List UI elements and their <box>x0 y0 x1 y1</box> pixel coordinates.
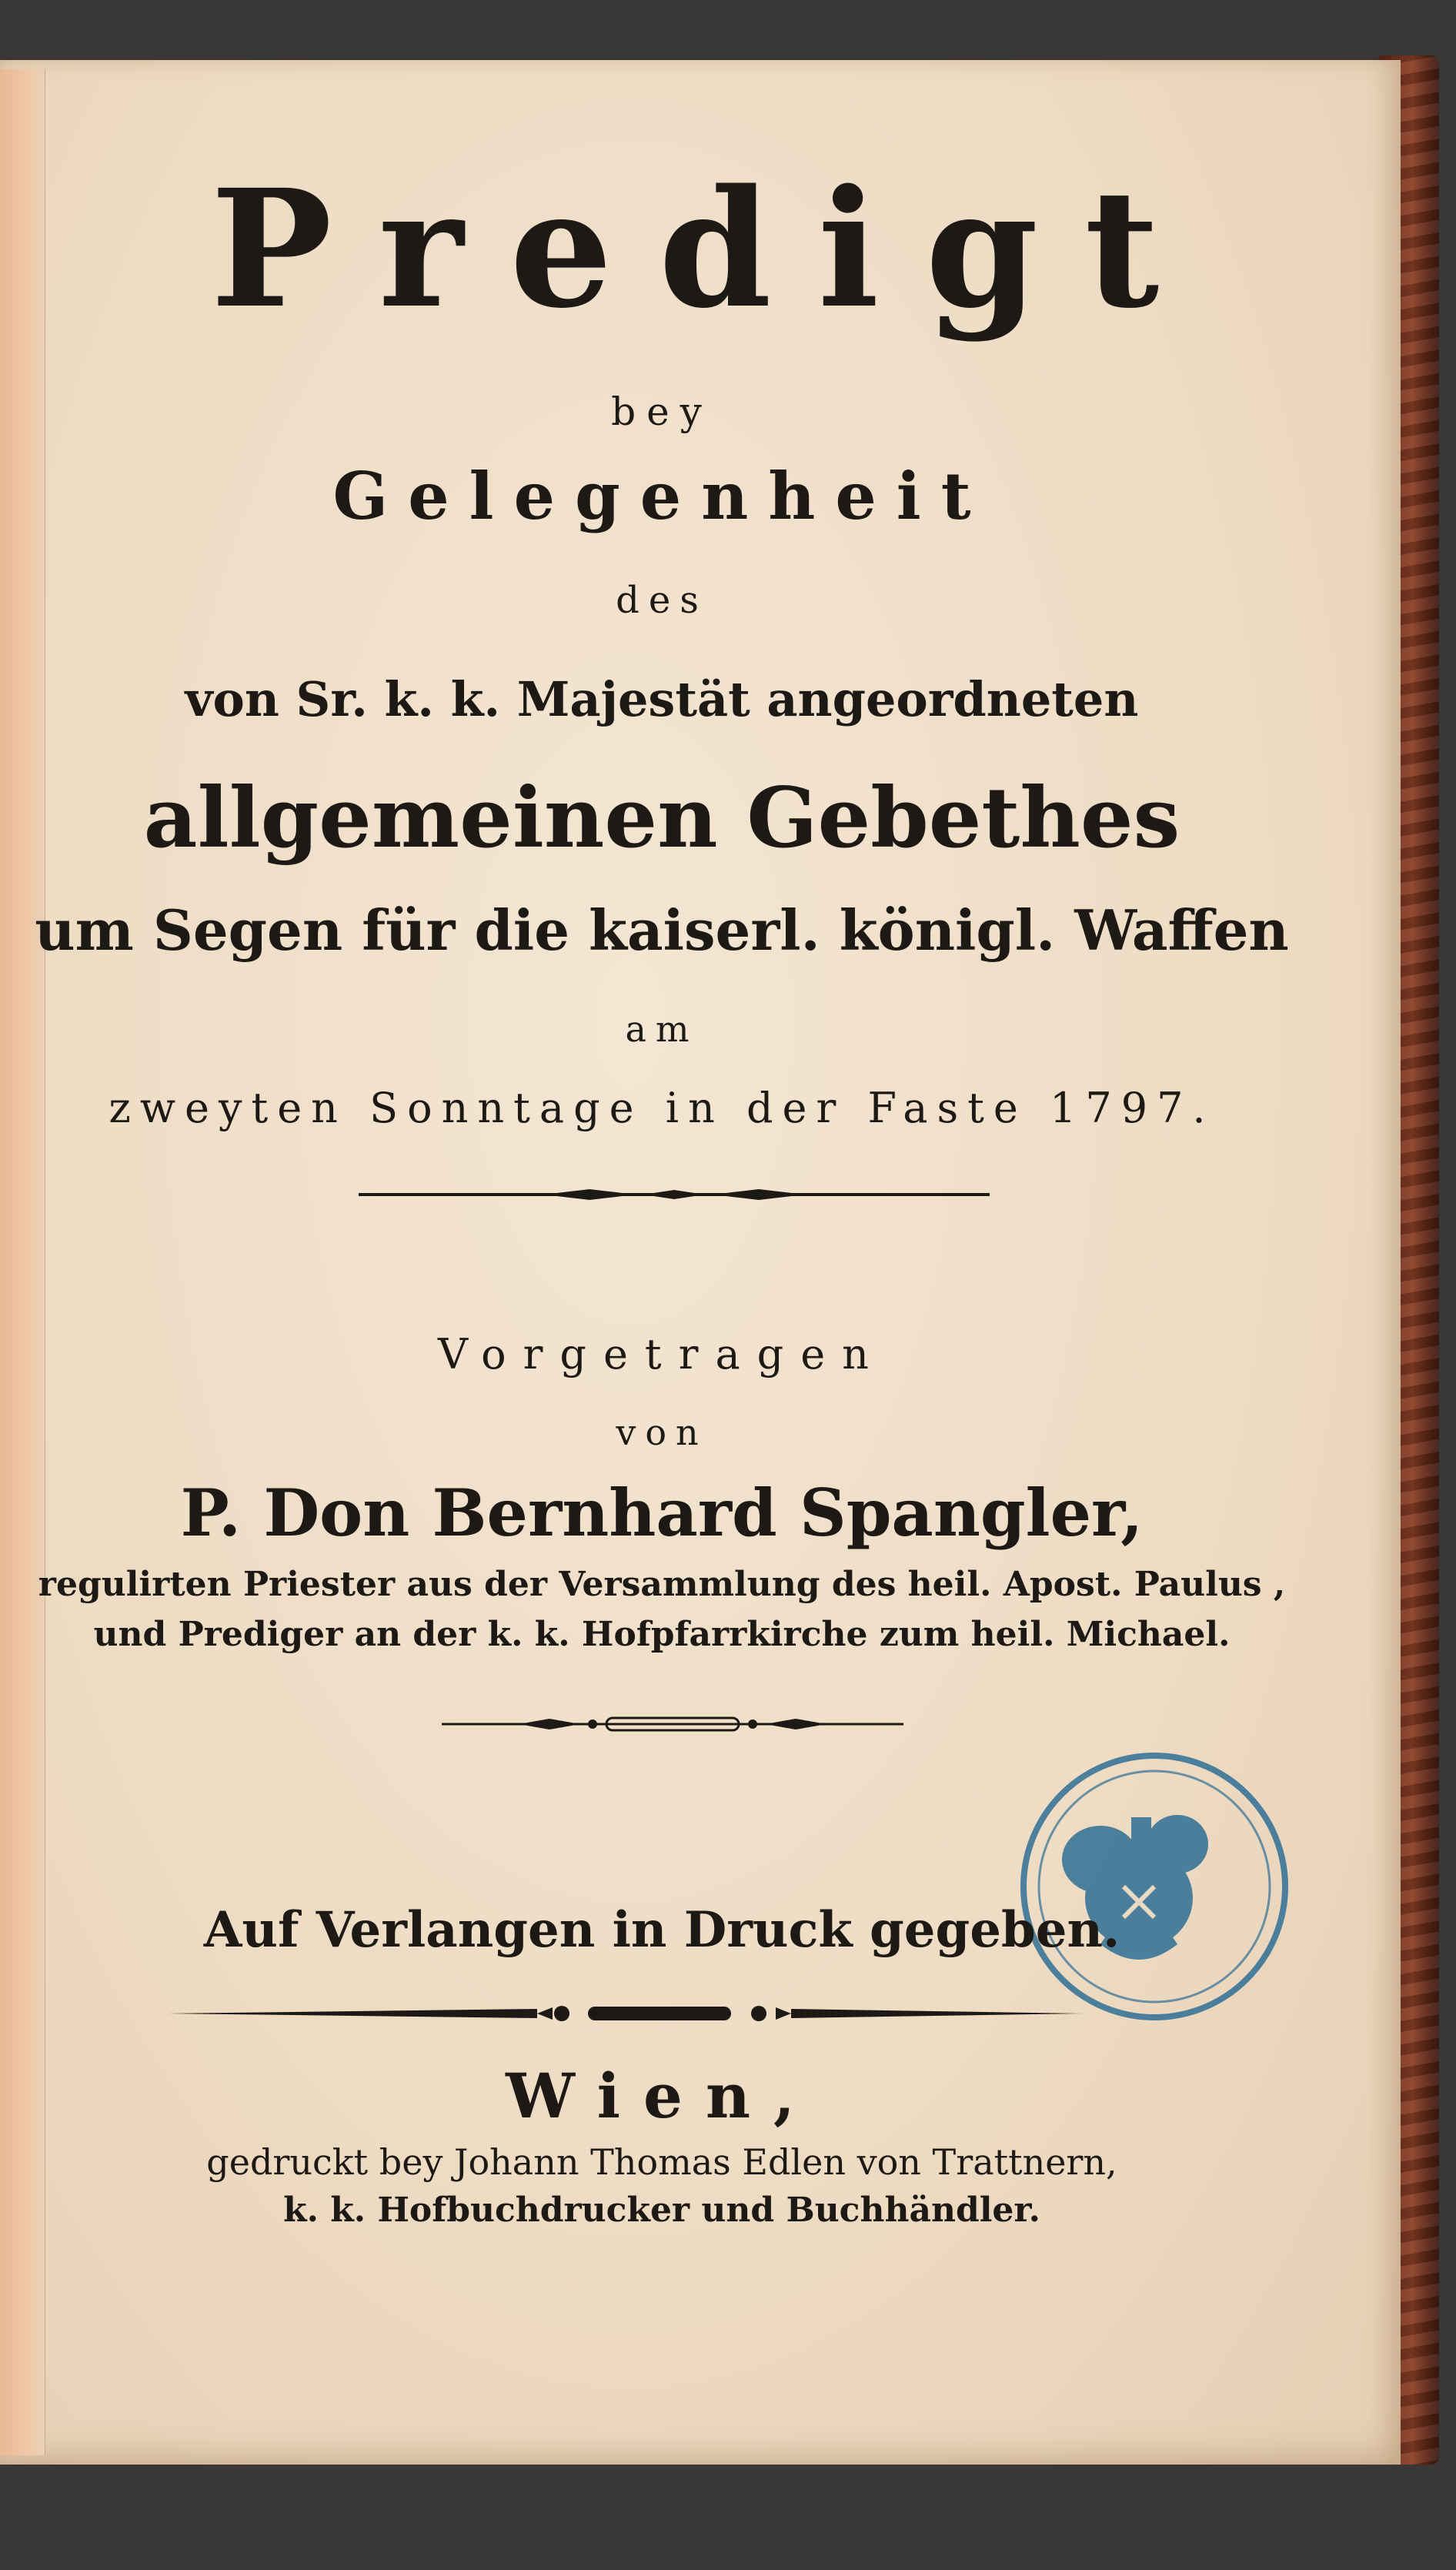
ornament-rule-2 <box>442 1713 903 1735</box>
place-wien: Wien, <box>506 2060 818 2132</box>
printer-line-1: gedruckt bey Johann Thomas Edlen von Trattnern, <box>206 2141 1117 2183</box>
title: Predigt <box>210 154 1206 344</box>
printer-line-2: k. k. Hofbuchdrucker und Buchhändler. <box>283 2191 1040 2230</box>
line-am: am <box>625 1008 699 1050</box>
line-majestaet: von Sr. k. k. Majestät angeordneten <box>185 671 1139 727</box>
line-des: des <box>616 579 708 622</box>
line-printed-by-request: Auf Verlangen in Druck gegeben. <box>203 1901 1120 1959</box>
divider-rule-1 <box>359 1184 990 1205</box>
line-gebethes: allgemeinen Gebethes <box>143 770 1180 867</box>
author-role-line-1: regulirten Priester aus der Versammlung des heil. Apost. Paulus , <box>38 1565 1286 1604</box>
line-gelegenheit: Gelegenheit <box>332 458 991 534</box>
line-bey: bey <box>611 389 713 434</box>
library-stamp <box>1008 1744 1301 2029</box>
line-vorgetragen: Vorgetragen <box>438 1330 886 1379</box>
author-name: P. Don Bernhard Spangler, <box>180 1475 1144 1551</box>
ornament-rule-3 <box>168 2000 1084 2027</box>
author-role-line-2: und Prediger an der k. k. Hofpfarrkirche zum heil. Michael. <box>93 1615 1231 1654</box>
line-segen: um Segen für die kaiserl. königl. Waffen <box>35 897 1289 963</box>
line-sonntag: zweyten Sonntage in der Faste 1797. <box>109 1084 1215 1132</box>
line-von: von <box>616 1412 708 1453</box>
